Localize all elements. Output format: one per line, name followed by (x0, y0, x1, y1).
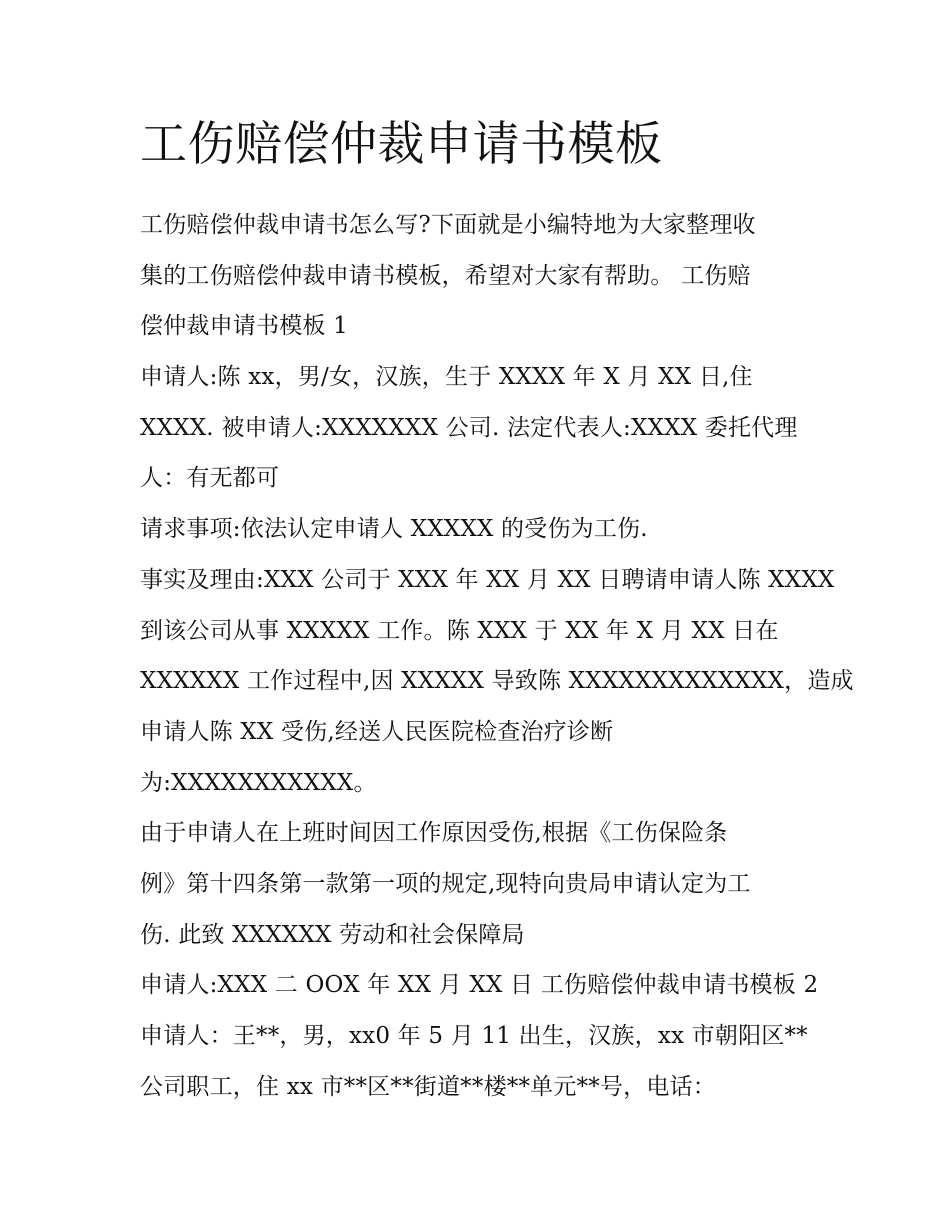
paragraph-line: 申请人:陈 xx，男/女，汉族，生于 XXXX 年 X 月 XX 日,住 (140, 364, 753, 391)
paragraph-line: 集的工伤赔偿仲裁申请书模板，希望对大家有帮助。 工伤赔 (140, 262, 751, 289)
paragraph-line: 请求事项:依法认定申请人 XXXXX 的受伤为工伤. (140, 516, 648, 543)
paragraph-line: 偿仲裁申请书模板 1 (140, 313, 348, 340)
paragraph-line: 由于申请人在上班时间因工作原因受伤,根据《工伤保险条 (140, 820, 728, 847)
paragraph-line: 申请人：王**，男，xx0 年 5 月 11 出生，汉族，xx 市朝阳区** (140, 1023, 808, 1049)
paragraph-line: 申请人:XXX 二 OOX 年 XX 月 XX 日 工伤赔偿仲裁申请书模板 2 (140, 972, 819, 999)
paragraph-line: 公司职工，住 xx 市**区**街道**楼**单元**号，电话： (140, 1073, 716, 1100)
paragraph-line: XXXXXX 工作过程中,因 XXXXX 导致陈 XXXXXXXXXXXXX，造成 (140, 668, 854, 695)
document-body (140, 200, 854, 1112)
paragraph-line: XXXX. 被申请人:XXXXXXX 公司. 法定代表人:XXXX 委托代理 (140, 414, 798, 441)
paragraph-line: 为:XXXXXXXXXXX。 (140, 769, 377, 796)
paragraph-line: 申请人陈 XX 受伤,经送人民医院检查治疗诊断 (140, 718, 614, 745)
page-title: 工伤赔偿仲裁申请书模板 (140, 117, 663, 172)
paragraph-line: 到该公司从事 XXXXX 工作。陈 XXX 于 XX 年 X 月 XX 日在 (140, 617, 779, 644)
paragraph-line: 人：有无都可 (140, 465, 280, 492)
paragraph-line: 伤. 此致 XXXXXX 劳动和社会保障局 (140, 921, 525, 948)
paragraph-line: 例》第十四条第一款第一项的规定,现特向贵局申请认定为工 (140, 870, 751, 897)
paragraph-line: 工伤赔偿仲裁申请书怎么写?下面就是小编特地为大家整理收 (140, 212, 756, 238)
paragraph-line: 事实及理由:XXX 公司于 XXX 年 XX 月 XX 日聘请申请人陈 XXXX (140, 566, 835, 593)
